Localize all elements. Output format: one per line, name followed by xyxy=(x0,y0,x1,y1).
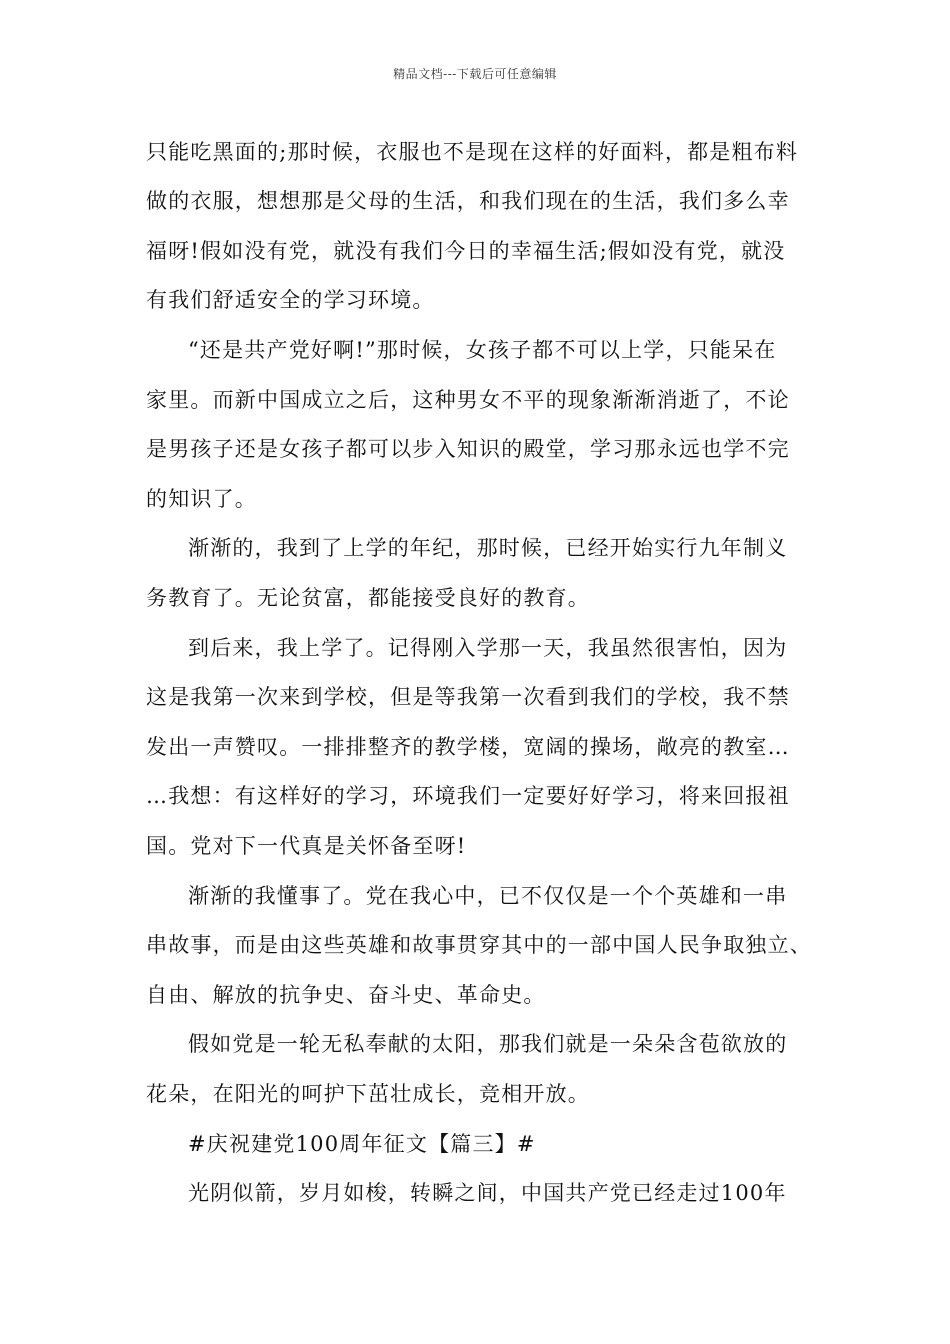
text-line: 只能吃黑面的;那时候，衣服也不是现在这样的好面料，都是粗布料 xyxy=(146,140,799,164)
text-line: 国。党对下一代真是关怀备至呀! xyxy=(146,834,467,858)
text-line: 家里。而新中国成立之后，这种男女不平的现象渐渐消逝了，不论 xyxy=(146,388,790,412)
text-line: 务教育了。无论贫富，都能接受良好的教育。 xyxy=(146,586,590,610)
text-line: 是男孩子还是女孩子都可以步入知识的殿堂，学习那永远也学不完 xyxy=(146,437,790,461)
paragraph-first-line: 光阴似箭，岁月如梭，转瞬之间，中国共产党已经走过100年 xyxy=(188,1181,787,1205)
text-line: 做的衣服，想想那是父母的生活，和我们现在的生活，我们多么幸 xyxy=(146,189,790,213)
text-line: 福呀!假如没有党，就没有我们今日的幸福生活;假如没有党，就没 xyxy=(146,239,786,263)
text-line: 这是我第一次来到学校，但是等我第一次看到我们的学校，我不禁 xyxy=(146,685,790,709)
text-line: 自由、解放的抗争史、奋斗史、革命史。 xyxy=(146,983,546,1007)
paragraph-first-line: 到后来，我上学了。记得刚入学那一天，我虽然很害怕，因为 xyxy=(188,636,788,660)
text-line: …我想：有这样好的学习，环境我们一定要好好学习，将来回报祖 xyxy=(146,784,790,808)
text-line: 串故事，而是由这些英雄和故事贯穿其中的一部中国人民争取独立、 xyxy=(146,933,812,957)
text-line: 的知识了。 xyxy=(146,487,257,511)
text-line: 有我们舒适安全的学习环境。 xyxy=(146,288,435,312)
paragraph-first-line: 渐渐的我懂事了。党在我心中，已不仅仅是一个个英雄和一串 xyxy=(188,884,788,908)
page-header: 精品文档---下载后可任意编辑 xyxy=(393,67,557,81)
paragraph-first-line: “还是共产党好啊!”那时候，女孩子都不可以上学，只能呆在 xyxy=(188,338,777,362)
text-line: 花朵，在阳光的呵护下茁壮成长，竞相开放。 xyxy=(146,1082,590,1106)
paragraph-first-line: 假如党是一轮无私奉献的太阳，那我们就是一朵朵含苞欲放的 xyxy=(188,1032,788,1056)
text-line: 发出一声赞叹。一排排整齐的教学楼，宽阔的操场，敞亮的教室… xyxy=(146,735,790,759)
section-heading: #庆祝建党100周年征文【篇三】# xyxy=(188,1132,536,1156)
paragraph-first-line: 渐渐的，我到了上学的年纪，那时候，已经开始实行九年制义 xyxy=(188,536,788,560)
